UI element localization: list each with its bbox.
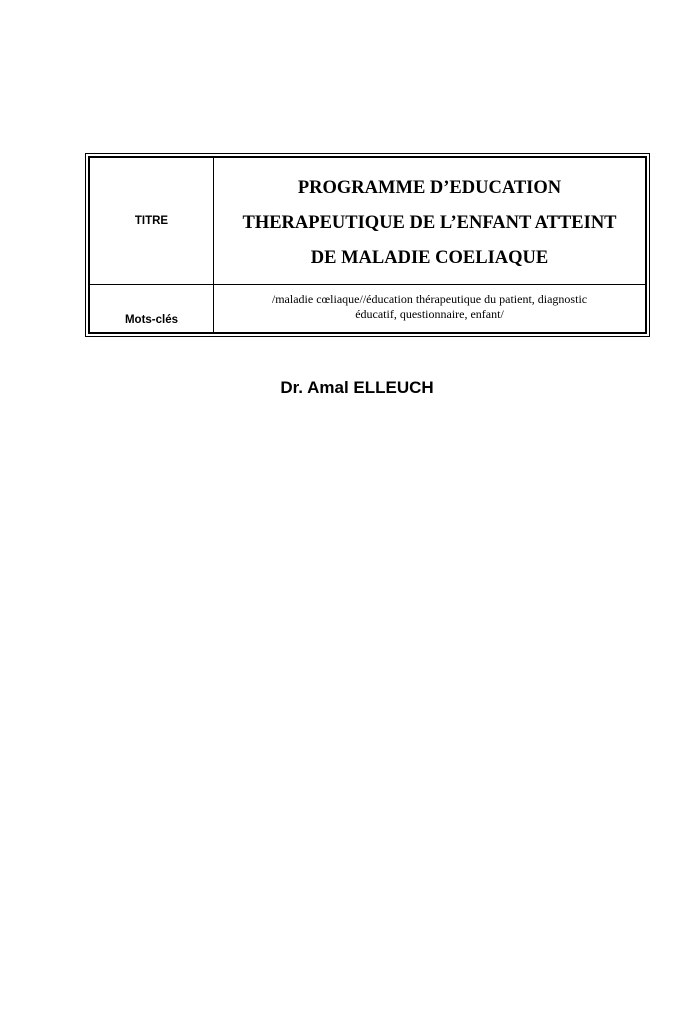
title-label: TITRE bbox=[134, 215, 169, 227]
title-label-cell bbox=[90, 158, 214, 285]
title-table bbox=[85, 153, 650, 337]
keywords-label: Mots-clés bbox=[124, 314, 179, 326]
title-value-cell bbox=[214, 158, 645, 285]
document-title bbox=[242, 171, 616, 276]
document-title-line: DE MALADIE COELIAQUE bbox=[310, 247, 549, 268]
keywords-line: éducatif, questionnaire, enfant/ bbox=[355, 307, 504, 321]
document-title-line: PROGRAMME D’EDUCATION bbox=[297, 177, 562, 198]
keywords-value-cell bbox=[214, 285, 645, 332]
author-name: Dr. Amal ELLEUCH bbox=[280, 378, 434, 397]
keywords-label-cell bbox=[90, 285, 214, 332]
keywords-line: /maladie cœliaque//éducation thérapeutique du patient, diagnostic bbox=[271, 292, 588, 306]
keywords-text bbox=[272, 292, 587, 322]
title-table-grid bbox=[88, 156, 647, 334]
document-title-line: THERAPEUTIQUE DE L’ENFANT ATTEINT bbox=[242, 212, 617, 233]
